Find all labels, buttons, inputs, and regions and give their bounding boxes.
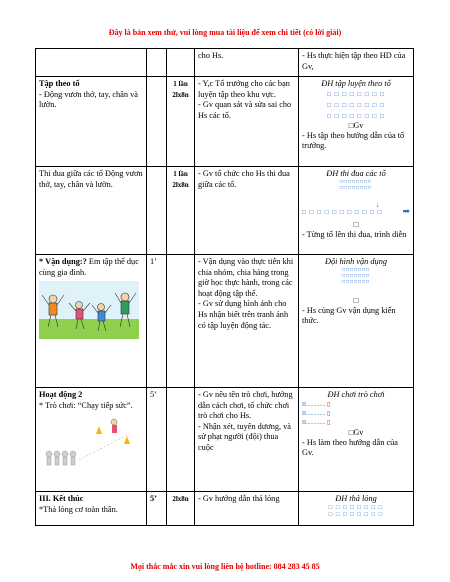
relay-game-illustration <box>39 414 139 469</box>
student-cell <box>299 388 414 492</box>
family-exercise-illustration <box>39 281 139 339</box>
formation-title: Đội hình vận dụng <box>325 257 387 266</box>
formation-title: ĐH chơi trò chơi <box>327 390 385 399</box>
teacher-cell <box>195 255 299 388</box>
content-cell <box>36 388 147 492</box>
direction-arrow: ↓ <box>376 200 380 209</box>
time-cell: 5’ <box>147 388 167 492</box>
lesson-plan-table <box>35 48 414 526</box>
teacher-text: - Gv nêu tên trò chơi, hướng dẫn cách chơi, tổ chức chơi trò chơi cho Hs. - Nhận xét, tuyên dương, và sử phạt người (đội) thua cuộc <box>198 390 293 452</box>
row-description: * Trò chơi: “Chạy tiếp sức”. <box>39 400 133 410</box>
row-title: Tập theo tổ <box>39 79 80 88</box>
time-cell: 1’ <box>147 255 167 388</box>
content-cell <box>36 255 147 388</box>
teacher-cell: - Gv tổ chức cho Hs thi đua giữa các tổ. <box>195 167 299 255</box>
row-title: Hoạt động 2 <box>39 390 83 399</box>
formation-row: □ □ □ □ □ □ □ □ <box>327 101 385 109</box>
teacher-position: □ <box>353 295 359 305</box>
time-cell: 5’ <box>147 492 167 526</box>
teacher-position: □Gv <box>348 120 364 130</box>
table-row <box>36 255 414 388</box>
qty-cell <box>167 388 195 492</box>
student-cell <box>299 492 414 526</box>
teacher-cell: - Gv hướng dẫn thả lỏng <box>195 492 299 526</box>
row-description: Thi đua giữa các tổ Động vươn thở, tay, chân và lườn. <box>39 169 143 189</box>
row-description: Em tập thể dục cùng gia đình. <box>39 257 139 277</box>
formation-row: □ □ □ □ □ □ □ □ <box>328 511 384 518</box>
hotline-banner: Mọi thắc mắc xin vui lòng liên hệ hotline: 084 283 45 85 <box>130 562 320 571</box>
formation-row: □□□□□□□ <box>341 267 371 273</box>
formation-title: ĐH thả lỏng <box>335 494 377 503</box>
formation-row: □ □ □ □ □ □ □ □ <box>327 90 385 98</box>
content-cell <box>36 492 147 526</box>
qty-cell: 1 lần 2lx8n <box>167 77 195 167</box>
teacher-text: - Y,c Tổ trưởng cho các bạn luyện tập theo khu vực. - Gv quan sát và sửa sai cho Hs các tổ. <box>198 79 292 120</box>
qty-cell <box>167 49 195 77</box>
content-cell <box>36 49 147 77</box>
teacher-text: - Vận dụng vào thực tiễn khi chia nhóm, chia hàng trong giờ học thực hành, trong các hoạt động tập thể. - Gv sử dụng hình ảnh cho Hs nhận biết trên tranh ảnh có tập luyện động tác. <box>198 257 294 330</box>
relay-lane: II............. ▯ <box>302 410 331 417</box>
content-cell <box>36 167 147 255</box>
formation-diagram <box>302 268 410 286</box>
move-arrow-icon: ➡ <box>402 205 410 216</box>
table-row <box>36 77 414 167</box>
table-row <box>36 388 414 492</box>
student-cell <box>299 77 414 167</box>
teacher-position: □Gv <box>348 427 364 437</box>
formation-title: ĐH thi đua các tổ <box>326 169 386 178</box>
formation-title: ĐH tập luyện theo tổ <box>321 79 391 88</box>
table-row <box>36 167 414 255</box>
formation-row: □□□□□□□□ <box>339 179 373 185</box>
teacher-cell <box>195 77 299 167</box>
row-title: III. Kết thúc <box>39 494 84 503</box>
preview-banner: Đây là bản xem thử, vui lòng mua tài liệu để xem chi tiết (có lời giải) <box>108 28 342 37</box>
competition-formation <box>302 192 410 220</box>
student-cell <box>299 255 414 388</box>
formation-diagram <box>302 505 410 519</box>
formation-row: □□□□□□□□ <box>339 185 373 191</box>
student-text: - Hs tập theo hướng dẫn của tổ trưởng. <box>302 130 405 151</box>
formation-row: □□□□□□□ <box>341 273 371 279</box>
teacher-cell <box>195 388 299 492</box>
formation-row: □□□□□□□ <box>341 279 371 285</box>
row-description: - Động vươn thở, tay, chân và lườn. <box>39 89 138 110</box>
relay-formation <box>302 401 410 428</box>
table-row <box>36 492 414 526</box>
qty-cell <box>167 255 195 388</box>
student-cell: - Hs thực hiện tập theo HD của Gv, <box>299 49 414 77</box>
qty-cell: 1 lần 2lx8n <box>167 167 195 255</box>
teacher-cell: cho Hs. <box>195 49 299 77</box>
table-row <box>36 49 414 77</box>
student-text: - Từng tổ lên thi đua, trình diễn <box>302 229 407 239</box>
formation-row: □ □ □ □ □ □ □ □ <box>327 112 385 120</box>
formation-row: □ □ □ □ □ □ □ □ <box>328 504 384 511</box>
relay-lane: II............. ▯ <box>302 419 331 426</box>
content-cell <box>36 77 147 167</box>
teacher-position: □ <box>353 219 359 229</box>
formation-diagram <box>302 180 410 192</box>
student-cell <box>299 167 414 255</box>
time-cell <box>147 77 167 167</box>
row-title: * Vận dụng:? <box>39 257 87 266</box>
student-text: - Hs cùng Gv vận dụng kiến thức. <box>302 305 396 326</box>
relay-lane: II............. ▯ <box>302 401 331 408</box>
formation-row: □ □ □ □ □ □ □ □ □ □ □ <box>302 208 383 216</box>
student-text: - Hs làm theo hướng dẫn của Gv. <box>302 437 398 458</box>
time-cell <box>147 49 167 77</box>
row-description: *Thả lỏng cơ toàn thân. <box>39 504 118 514</box>
formation-diagram <box>302 90 410 121</box>
time-cell <box>147 167 167 255</box>
qty-cell: 2lx8n <box>167 492 195 526</box>
